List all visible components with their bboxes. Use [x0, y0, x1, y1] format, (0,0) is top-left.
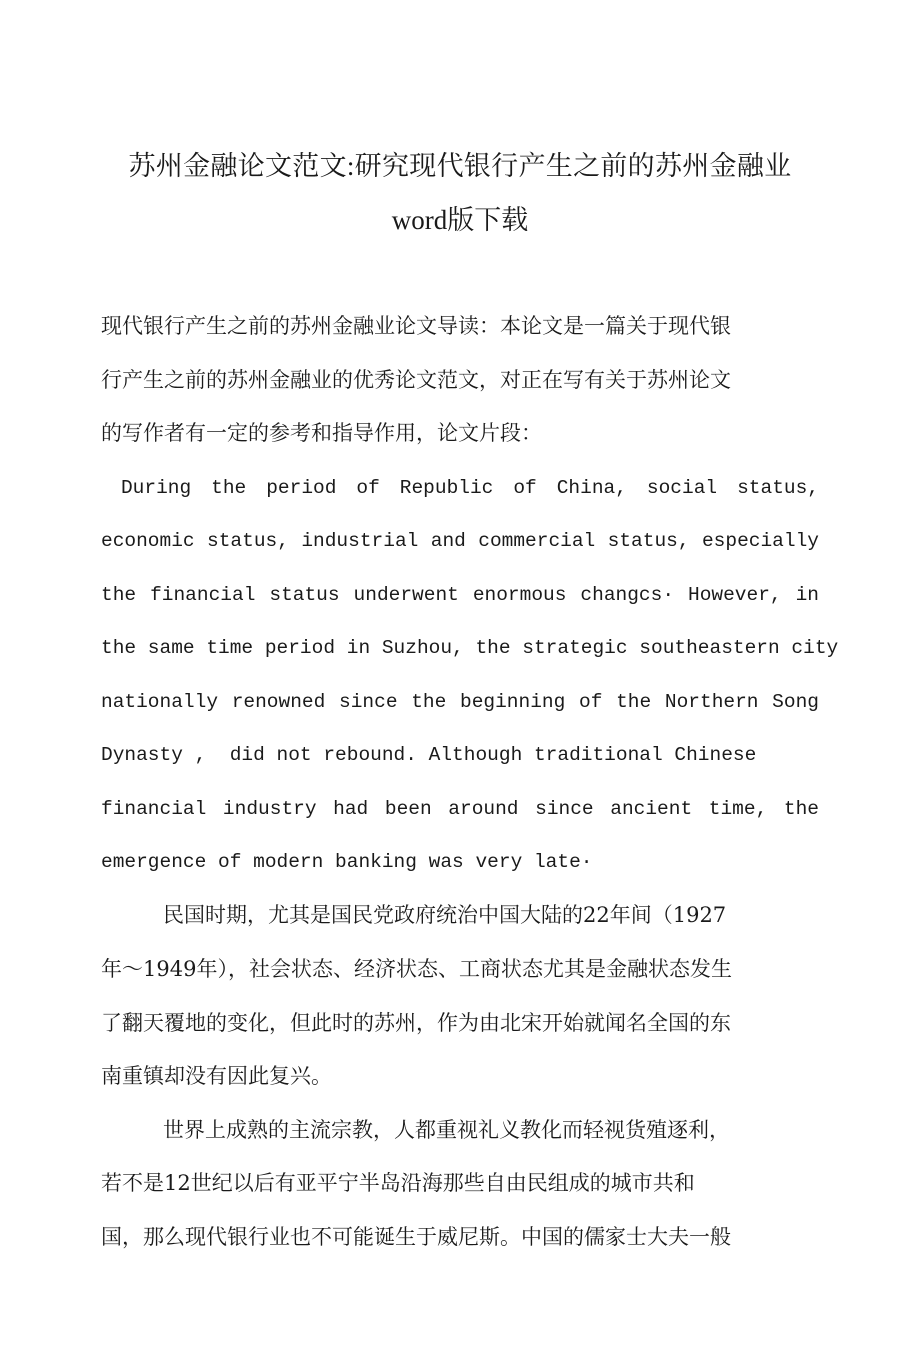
- paragraph-1-line-2: 年～1949年），社会状态、经济状态、工商状态尤其是金融状态发生: [101, 957, 732, 981]
- intro-line-1: 现代银行产生之前的苏州金融业论文导读：本论文是一篇关于现代银: [101, 314, 731, 338]
- paragraph-2-line-2: 若不是12世纪以后有亚平宁半岛沿海那些自由民组成的城市共和: [101, 1171, 695, 1195]
- abstract-line-3: the financial status underwent enormous changcs· However, in: [101, 584, 819, 606]
- intro-line-3: 的写作者有一定的参考和指导作用，论文片段：: [101, 421, 542, 445]
- document-title-line-2: word版下载: [391, 205, 529, 235]
- paragraph-1-line-3: 了翻天覆地的变化，但此时的苏州，作为由北宋开始就闻名全国的东: [101, 1011, 731, 1035]
- abstract-line-2: economic status, industrial and commercial status, especially: [101, 530, 819, 552]
- abstract-line-6: Dynasty , did not rebound. Although traditional Chinese: [101, 744, 757, 766]
- paragraph-1-line-1: 民国时期，尤其是国民党政府统治中国大陆的22年间（1927: [163, 903, 727, 927]
- document-title-line-1: 苏州金融论文范文:研究现代银行产生之前的苏州金融业: [128, 151, 792, 181]
- intro-line-2: 行产生之前的苏州金融业的优秀论文范文，对正在写有关于苏州论文: [101, 368, 731, 392]
- abstract-line-8: emergence of modern banking was very late·: [101, 851, 593, 873]
- abstract-line-5: nationally renowned since the beginning of the Northern Song: [101, 691, 819, 713]
- paragraph-1-line-4: 南重镇却没有因此复兴。: [101, 1064, 332, 1088]
- abstract-line-7: financial industry had been around since ancient time, the: [101, 798, 819, 820]
- abstract-line-4: the same time period in Suzhou, the strategic southeastern city: [101, 637, 839, 659]
- paragraph-2-line-3: 国，那么现代银行业也不可能诞生于威尼斯。中国的儒家士大夫一般: [101, 1225, 731, 1249]
- paragraph-2-line-1: 世界上成熟的主流宗教，人都重视礼义教化而轻视货殖逐利，: [163, 1118, 730, 1142]
- abstract-line-1: During the period of Republic of China, social status,: [101, 477, 819, 499]
